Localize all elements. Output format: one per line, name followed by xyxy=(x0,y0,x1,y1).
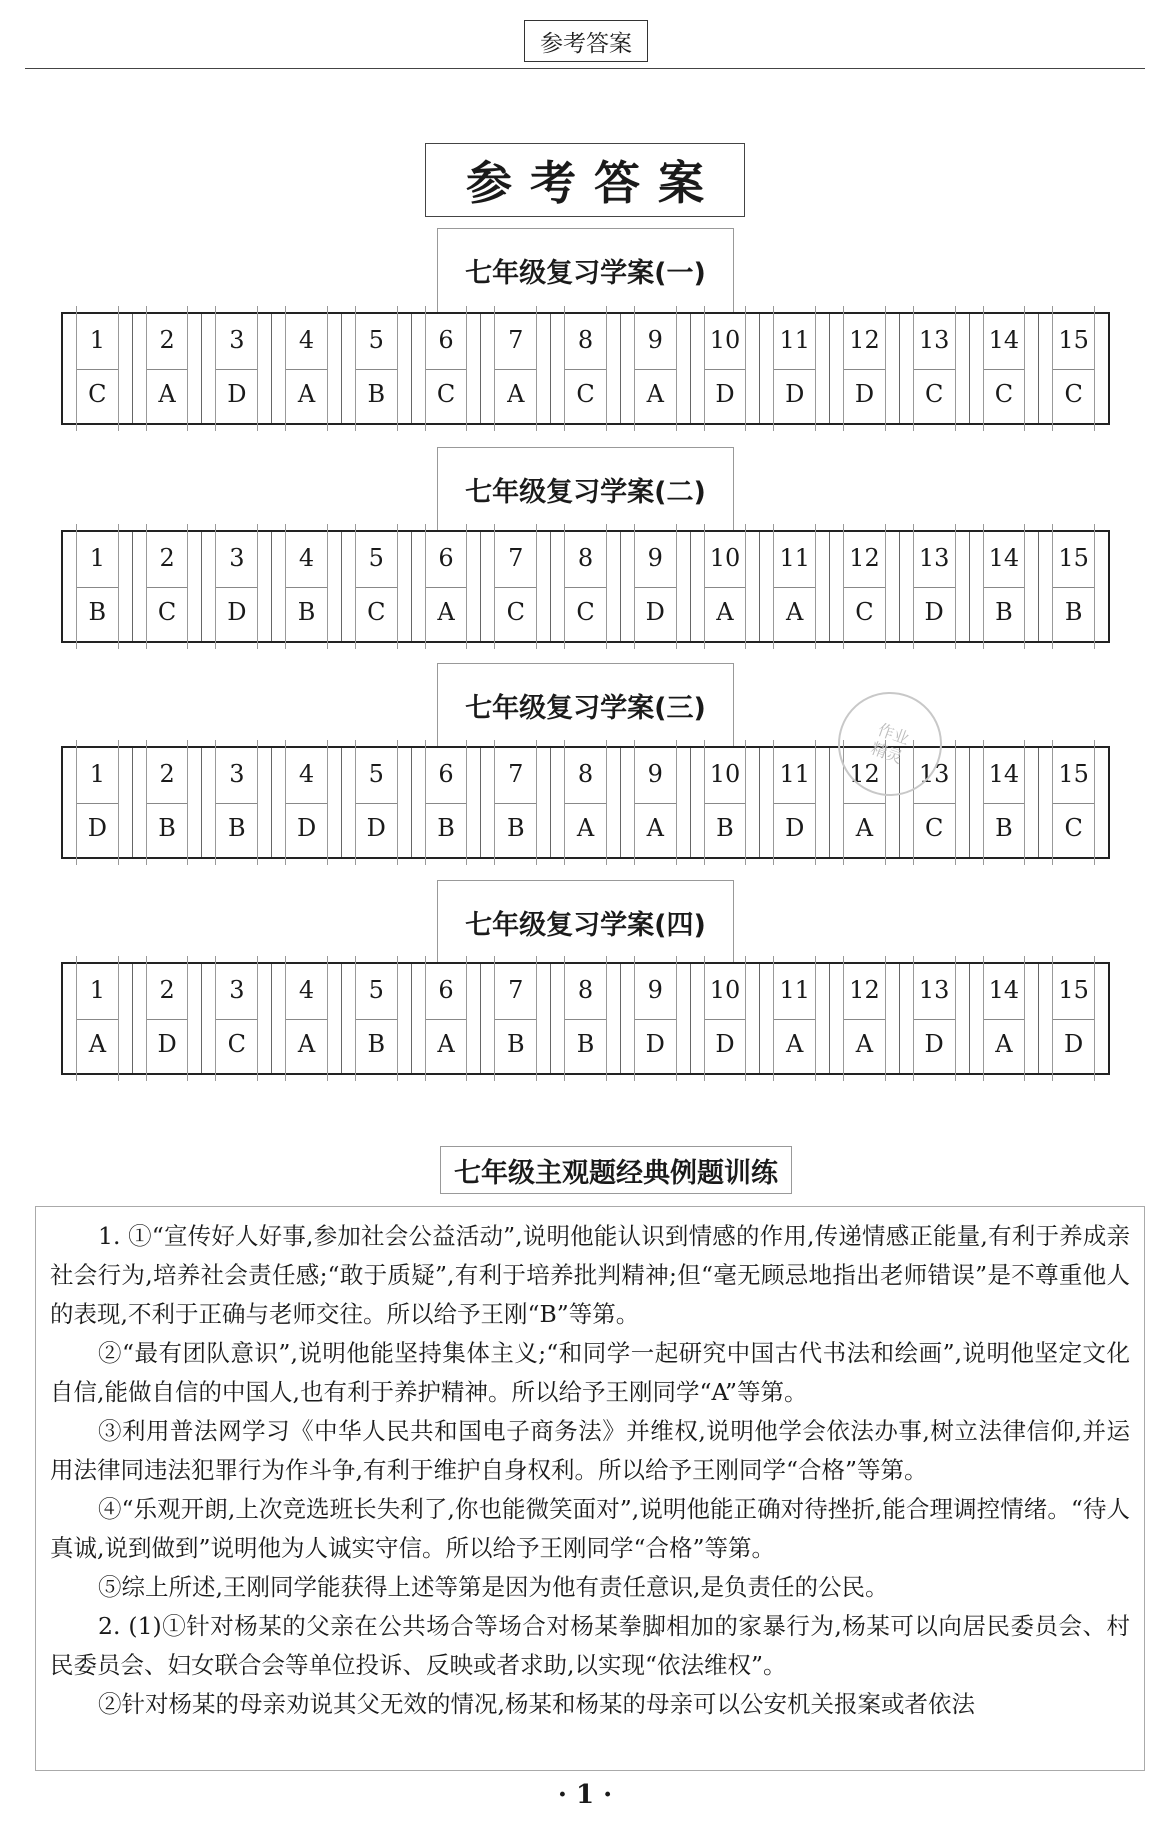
answer-column xyxy=(760,964,830,1073)
row-divider xyxy=(635,587,676,588)
row-divider xyxy=(914,369,955,370)
question-number: 7 xyxy=(508,544,524,572)
answer-column xyxy=(621,964,691,1073)
answer-column xyxy=(63,964,133,1073)
question-number: 7 xyxy=(508,326,524,354)
answer-letter: C xyxy=(157,598,177,626)
answer-letter: B xyxy=(576,1030,595,1058)
answer-column xyxy=(481,532,551,641)
answer-column xyxy=(202,964,272,1073)
question-number: 13 xyxy=(918,760,950,788)
answer-column xyxy=(1039,314,1108,423)
answer-column xyxy=(1039,532,1108,641)
row-divider xyxy=(1053,587,1094,588)
answer-letter: A xyxy=(786,1030,804,1058)
subjective-title: 七年级主观题经典例题训练 xyxy=(440,1146,792,1194)
answer-letter: A xyxy=(576,814,595,842)
answer-column xyxy=(970,314,1040,423)
row-divider xyxy=(147,803,188,804)
question-number: 1 xyxy=(89,976,105,1004)
answer-column xyxy=(412,532,482,641)
question-number: 4 xyxy=(298,544,315,572)
answer-column xyxy=(342,748,412,857)
row-divider xyxy=(216,1019,257,1020)
row-divider xyxy=(565,587,606,588)
answer-paragraph-7: ②针对杨某的母亲劝说其父无效的情况,杨某和杨某的母亲可以公安机关报案或者依法 xyxy=(98,1690,975,1718)
question-number: 5 xyxy=(368,544,384,572)
answer-letter: B xyxy=(506,814,525,842)
answer-letter: B xyxy=(367,380,386,408)
answer-column xyxy=(551,964,621,1073)
answer-column xyxy=(760,314,830,423)
row-divider xyxy=(705,1019,746,1020)
answer-letter: B xyxy=(716,814,734,842)
question-number: 5 xyxy=(368,326,384,354)
question-number: 10 xyxy=(709,976,741,1004)
answer-column xyxy=(63,532,133,641)
question-number: 13 xyxy=(918,976,950,1004)
question-number: 4 xyxy=(298,976,315,1004)
question-number: 12 xyxy=(849,760,880,788)
answer-letter: A xyxy=(437,598,455,626)
answer-letter: A xyxy=(88,1030,107,1058)
question-number: 5 xyxy=(368,976,384,1004)
answer-letter: C xyxy=(1064,380,1083,408)
answer-table-4 xyxy=(61,962,1110,1075)
row-divider xyxy=(565,369,606,370)
answer-column xyxy=(970,748,1040,857)
row-divider xyxy=(1053,369,1094,370)
answer-letter: C xyxy=(506,598,525,626)
question-number: 4 xyxy=(298,760,315,788)
row-divider xyxy=(774,1019,815,1020)
answer-column xyxy=(970,532,1040,641)
row-divider xyxy=(635,369,676,370)
answer-letter: B xyxy=(297,598,316,626)
answer-letter: C xyxy=(855,598,874,626)
answer-column xyxy=(272,532,342,641)
row-divider xyxy=(426,1019,467,1020)
subjective-answers xyxy=(35,1206,1145,1771)
answer-column xyxy=(63,314,133,423)
answer-letter: D xyxy=(157,1030,177,1058)
answer-column xyxy=(1039,964,1108,1073)
answer-letter: B xyxy=(367,1030,386,1058)
question-number: 9 xyxy=(647,544,663,572)
answer-letter: A xyxy=(646,814,664,842)
answer-letter: B xyxy=(437,814,455,842)
row-divider xyxy=(844,1019,885,1020)
answer-letter: C xyxy=(994,380,1014,408)
answer-column xyxy=(551,314,621,423)
row-divider xyxy=(565,803,606,804)
answer-column xyxy=(691,964,761,1073)
question-number: 11 xyxy=(779,544,810,572)
answer-column xyxy=(272,314,342,423)
question-number: 5 xyxy=(368,760,384,788)
row-divider xyxy=(426,369,467,370)
row-divider xyxy=(495,1019,536,1020)
question-number: 12 xyxy=(849,976,880,1004)
answer-column xyxy=(691,748,761,857)
answer-letter: A xyxy=(297,380,316,408)
answer-letter: D xyxy=(366,814,386,842)
row-divider xyxy=(774,803,815,804)
answer-letter: A xyxy=(158,380,176,408)
question-number: 2 xyxy=(159,760,175,788)
row-divider xyxy=(286,1019,327,1020)
question-number: 11 xyxy=(779,976,810,1004)
answer-letter: C xyxy=(576,598,595,626)
answer-paragraph-3: ③利用普法网学习《中华人民共和国电子商务法》并维权,说明他学会依法办事,树立法律信仰,并运用法律同违法犯罪行为作斗争,有利于维护自身权利。所以给予王刚同学“合格”等第。 xyxy=(50,1417,1130,1484)
answer-column xyxy=(202,532,272,641)
answer-column xyxy=(621,748,691,857)
question-number: 11 xyxy=(779,760,810,788)
answer-letter: B xyxy=(228,814,246,842)
answer-paragraph-5: ⑤综上所述,王刚同学能获得上述等第是因为他有责任意识,是负责任的公民。 xyxy=(98,1573,889,1601)
question-number: 8 xyxy=(577,760,594,788)
header-label: 参考答案 xyxy=(524,20,648,62)
question-number: 13 xyxy=(918,326,950,354)
answer-letter: D xyxy=(1064,1030,1084,1058)
answer-letter: C xyxy=(1064,814,1083,842)
answer-letter: C xyxy=(924,814,944,842)
answer-letter: C xyxy=(227,1030,247,1058)
section-title-3: 七年级复习学案(三) xyxy=(437,663,734,747)
answer-column xyxy=(900,532,970,641)
question-number: 9 xyxy=(647,760,663,788)
answer-column xyxy=(481,748,551,857)
row-divider xyxy=(844,587,885,588)
question-number: 2 xyxy=(159,976,175,1004)
page-number: · 1 · xyxy=(557,1780,613,1810)
question-number: 4 xyxy=(298,326,315,354)
question-number: 13 xyxy=(918,544,950,572)
answer-column xyxy=(133,748,203,857)
question-number: 3 xyxy=(229,976,245,1004)
row-divider xyxy=(147,1019,188,1020)
answer-paragraph-6: 2. (1)①针对杨某的父亲在公共场合等场合对杨某拳脚相加的家暴行为,杨某可以向居民委员会、村民委员会、妇女联合会等单位投诉、反映或者求助,以实现“依法维权”。 xyxy=(50,1612,1130,1679)
answer-column xyxy=(481,314,551,423)
answer-paragraph-2: ②“最有团队意识”,说明他能坚持集体主义;“和同学一起研究中国古代书法和绘画”,说明他坚定文化自信,能做自信的中国人,也有利于养护精神。所以给予王刚同学“A”等第。 xyxy=(50,1339,1130,1406)
answer-column xyxy=(412,964,482,1073)
row-divider xyxy=(216,803,257,804)
row-divider xyxy=(705,803,746,804)
answer-column xyxy=(202,314,272,423)
answer-table-2 xyxy=(61,530,1110,643)
answer-letter: C xyxy=(367,598,386,626)
question-number: 12 xyxy=(849,544,880,572)
section-title-2: 七年级复习学案(二) xyxy=(437,447,734,531)
main-title: 参考答案 xyxy=(425,143,745,217)
row-divider xyxy=(77,1019,118,1020)
row-divider xyxy=(1053,1019,1094,1020)
answer-letter: D xyxy=(785,814,805,842)
answer-letter: C xyxy=(576,380,595,408)
question-number: 2 xyxy=(159,326,175,354)
answer-letter: A xyxy=(507,380,525,408)
question-number: 1 xyxy=(89,544,105,572)
answer-column xyxy=(760,748,830,857)
answer-letter: B xyxy=(995,814,1013,842)
row-divider xyxy=(426,803,467,804)
question-number: 10 xyxy=(709,326,741,354)
answer-column xyxy=(551,532,621,641)
row-divider xyxy=(356,369,397,370)
answer-letter: A xyxy=(437,1030,455,1058)
row-divider xyxy=(565,1019,606,1020)
answer-column xyxy=(342,532,412,641)
answer-letter: D xyxy=(296,814,317,842)
answer-letter: A xyxy=(716,598,734,626)
question-number: 9 xyxy=(647,976,663,1004)
question-number: 14 xyxy=(988,544,1020,572)
answer-letter: A xyxy=(995,1030,1013,1058)
row-divider xyxy=(495,369,536,370)
answer-column xyxy=(830,532,900,641)
row-divider xyxy=(635,803,676,804)
answer-letter: D xyxy=(715,1030,735,1058)
question-number: 6 xyxy=(438,976,454,1004)
question-number: 3 xyxy=(229,544,245,572)
answer-column xyxy=(900,314,970,423)
answer-letter: A xyxy=(297,1030,316,1058)
row-divider xyxy=(216,369,257,370)
question-number: 14 xyxy=(988,760,1020,788)
header-rule xyxy=(25,68,1145,69)
answer-column xyxy=(133,964,203,1073)
question-number: 2 xyxy=(159,544,175,572)
question-number: 1 xyxy=(89,326,105,354)
row-divider xyxy=(356,1019,397,1020)
answer-letter: A xyxy=(855,1030,874,1058)
answer-column xyxy=(133,314,203,423)
question-number: 10 xyxy=(709,544,741,572)
row-divider xyxy=(216,587,257,588)
answer-letter: D xyxy=(715,380,735,408)
answer-letter: B xyxy=(995,598,1013,626)
row-divider xyxy=(984,1019,1025,1020)
answer-column xyxy=(970,964,1040,1073)
row-divider xyxy=(635,1019,676,1020)
row-divider xyxy=(286,587,327,588)
answer-column xyxy=(691,532,761,641)
answer-column xyxy=(760,532,830,641)
answer-letter: D xyxy=(227,598,247,626)
row-divider xyxy=(495,803,536,804)
answer-letter: B xyxy=(506,1030,525,1058)
question-number: 8 xyxy=(577,326,594,354)
answer-letter: C xyxy=(924,380,944,408)
answer-column xyxy=(63,748,133,857)
row-divider xyxy=(426,587,467,588)
answer-paragraph-4: ④“乐观开朗,上次竞选班长失利了,你也能微笑面对”,说明他能正确对待挫折,能合理调控情绪。“待人真诚,说到做到”说明他为人诚实守信。所以给予王刚同学“合格”等第。 xyxy=(50,1495,1130,1562)
answer-letter: D xyxy=(645,1030,665,1058)
row-divider xyxy=(914,587,955,588)
row-divider xyxy=(77,803,118,804)
question-number: 15 xyxy=(1058,326,1089,354)
question-number: 8 xyxy=(577,544,594,572)
answer-column xyxy=(1039,748,1108,857)
question-number: 1 xyxy=(89,760,105,788)
row-divider xyxy=(984,369,1025,370)
answer-letter: D xyxy=(227,380,247,408)
answer-column xyxy=(830,964,900,1073)
answer-table-1 xyxy=(61,312,1110,425)
question-number: 14 xyxy=(988,326,1020,354)
answer-letter: D xyxy=(854,380,875,408)
row-divider xyxy=(286,369,327,370)
answer-letter: D xyxy=(87,814,107,842)
row-divider xyxy=(914,1019,955,1020)
answer-letter: C xyxy=(436,380,456,408)
question-number: 15 xyxy=(1058,760,1089,788)
answer-column xyxy=(691,314,761,423)
answer-letter: B xyxy=(1064,598,1083,626)
answer-column xyxy=(202,748,272,857)
answer-column xyxy=(272,748,342,857)
question-number: 3 xyxy=(229,326,245,354)
question-number: 7 xyxy=(508,976,524,1004)
answer-letter: C xyxy=(88,380,107,408)
row-divider xyxy=(844,803,885,804)
answer-column xyxy=(621,532,691,641)
row-divider xyxy=(356,587,397,588)
answer-letter: D xyxy=(785,380,805,408)
row-divider xyxy=(705,369,746,370)
question-number: 8 xyxy=(577,976,594,1004)
answer-column xyxy=(621,314,691,423)
row-divider xyxy=(147,587,188,588)
answer-letter: A xyxy=(855,814,874,842)
question-number: 10 xyxy=(709,760,741,788)
row-divider xyxy=(774,369,815,370)
question-number: 11 xyxy=(779,326,810,354)
answer-letter: D xyxy=(924,1030,944,1058)
row-divider xyxy=(1053,803,1094,804)
question-number: 12 xyxy=(849,326,880,354)
row-divider xyxy=(984,587,1025,588)
answer-column xyxy=(342,964,412,1073)
answer-letter: B xyxy=(88,598,107,626)
answer-column xyxy=(133,532,203,641)
answer-column xyxy=(830,314,900,423)
answer-letter: D xyxy=(924,598,944,626)
row-divider xyxy=(705,587,746,588)
row-divider xyxy=(147,369,188,370)
section-title-4: 七年级复习学案(四) xyxy=(437,880,734,964)
question-number: 3 xyxy=(229,760,245,788)
answer-letter: A xyxy=(646,380,664,408)
section-title-1: 七年级复习学案(一) xyxy=(437,228,734,312)
answer-column xyxy=(272,964,342,1073)
row-divider xyxy=(844,369,885,370)
stamp-watermark: 作业 精灵 xyxy=(823,677,956,810)
answer-column xyxy=(900,964,970,1073)
question-number: 9 xyxy=(647,326,663,354)
question-number: 15 xyxy=(1058,544,1089,572)
row-divider xyxy=(77,587,118,588)
answer-column xyxy=(342,314,412,423)
question-number: 7 xyxy=(508,760,524,788)
question-number: 14 xyxy=(988,976,1020,1004)
row-divider xyxy=(914,803,955,804)
question-number: 6 xyxy=(438,760,454,788)
answer-letter: A xyxy=(786,598,804,626)
answer-column xyxy=(481,964,551,1073)
row-divider xyxy=(774,587,815,588)
row-divider xyxy=(286,803,327,804)
answer-paragraph-1: 1. ①“宣传好人好事,参加社会公益活动”,说明他能认识到情感的作用,传递情感正能量,有利于养成亲社会行为,培养社会责任感;“敢于质疑”,有利于培养批判精神;但“毫无顾忌地指出老师错误”是不尊重他人的表现,不利于正确与老师交往。所以给予王刚“B”等第。 xyxy=(50,1222,1130,1328)
row-divider xyxy=(356,803,397,804)
answer-table-3 xyxy=(61,746,1110,859)
answer-letter: D xyxy=(645,598,665,626)
answer-letter: B xyxy=(158,814,176,842)
question-number: 15 xyxy=(1058,976,1089,1004)
question-number: 6 xyxy=(438,544,454,572)
answer-column xyxy=(412,314,482,423)
row-divider xyxy=(984,803,1025,804)
row-divider xyxy=(495,587,536,588)
row-divider xyxy=(77,369,118,370)
answer-column xyxy=(412,748,482,857)
question-number: 6 xyxy=(438,326,454,354)
answer-column xyxy=(551,748,621,857)
